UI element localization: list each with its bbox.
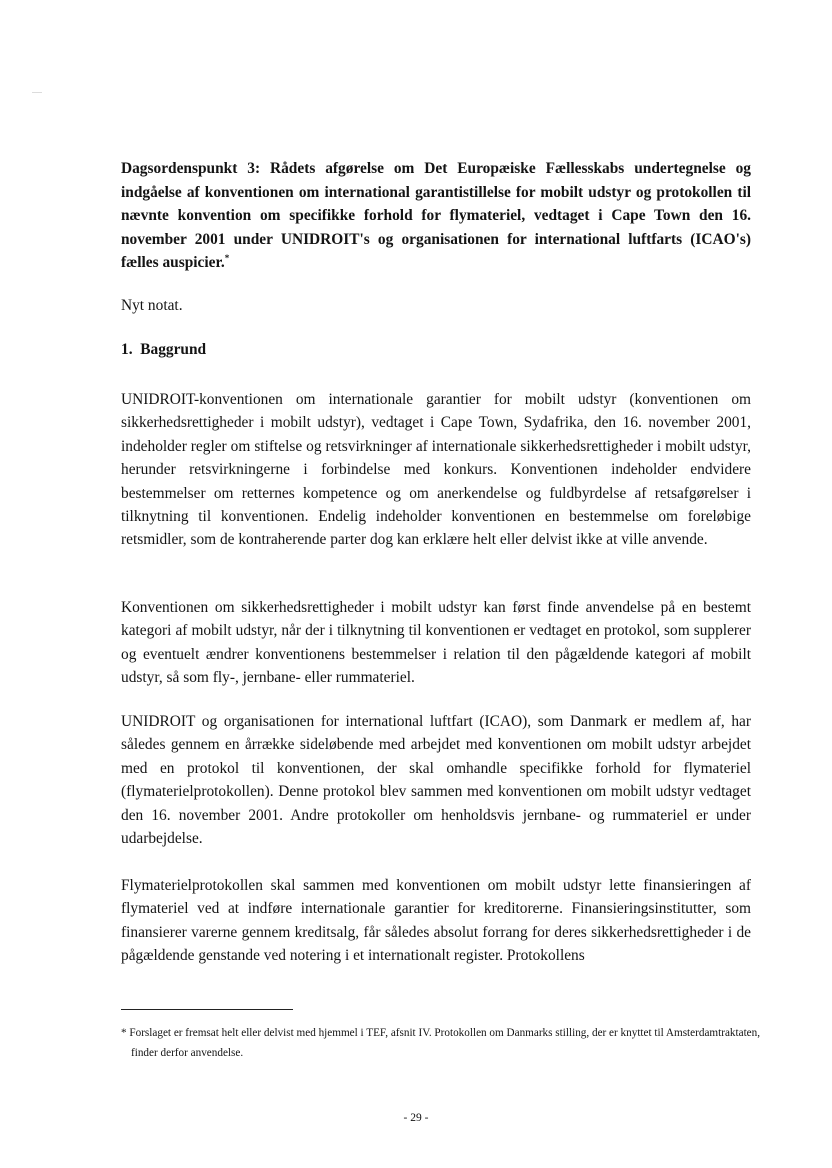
scan-artifact [32,92,42,93]
agenda-heading-text: Dagsordenspunkt 3: Rådets afgørelse om Det Europæiske Fællesskabs undertegnelse og indgåelse af konventionen om international garantistillelse for mobilt udstyr og protokollen til nævnte konvention om specifikke forhold for flymateriel, vedtaget i Cape Town den 16. november 2001 under UNIDROIT's og organisationen for international luftfarts (ICAO's) fælles auspicier. [121,160,751,272]
section-title: 1. Baggrund [121,341,207,358]
paragraph-3: UNIDROIT og organisationen for international luftfart (ICAO), som Danmark er medlem af, har således gennem en årrække sideløbende med arbejdet med konventionen om mobilt udstyr arbejdet med en protokol til konventionen, der skal omhandle specifikke forhold for flymateriel (flymaterielprotokollen). Denne protokol blev sammen med konventionen om mobilt udstyr vedtaget den 16. november 2001. Andre protokoller om henholdsvis jernbane- og rummateriel er under udarbejdelse. [121,713,751,848]
footnote-marker: * [224,253,230,264]
paragraph-4: Flymaterielprotokollen skal sammen med konventionen om mobilt udstyr lette finansieringen af flymateriel ved at indføre internationale garantier for kreditorerne. Finansieringsinstitutter, som finansierer varerne gennem kreditsalg, får således absolut forrang for deres sikkerhedsrettigheder i de pågældende genstande ved notering i et internationalt register. Protokollens [121,877,751,965]
paragraph-2: Konventionen om sikkerhedsrettigheder i mobilt udstyr kan først finde anvendelse på en bestemt kategori af mobilt udstyr, når der i tilknytning til konventionen er vedtaget en protokol, som supplerer og eventuelt ændrer konventionens bestemmelser i relation til den pågældende kategori af mobilt udstyr, så som fly-, jernbane- eller rummateriel. [121,599,751,687]
agenda-heading [121,157,751,275]
footnote: * Forslaget er fremsat helt eller delvist med hjemmel i TEF, afsnit IV. Protokollen om Danmarks stilling, der er knyttet til Amsterdamtraktaten, finder derfor anvendelse. [121,1027,761,1059]
note-label: Nyt notat. [121,297,183,314]
page-number: - 29 - [403,1112,429,1124]
footnote-separator [121,1009,293,1010]
paragraph-1: UNIDROIT-konventionen om internationale garantier for mobilt udstyr (konventionen om sikkerhedsrettigheder i mobilt udstyr), vedtaget i Cape Town, Sydafrika, den 16. november 2001, indeholder regler om stiftelse og retsvirkninger af internationale sikkerhedsrettigheder i mobilt udstyr, herunder retsvirkningerne i forbindelse med konkurs. Konventionen indeholder endvidere bestemmelser om retternes kompetence og om anerkendelse og fuldbyrdelse af retsafgørelser i tilknytning til konventionen. Endelig indeholder konventionen en bestemmelse om foreløbige retsmidler, som de kontraherende parter dog kan erklære helt eller delvist ikke at ville anvende. [121,391,751,549]
